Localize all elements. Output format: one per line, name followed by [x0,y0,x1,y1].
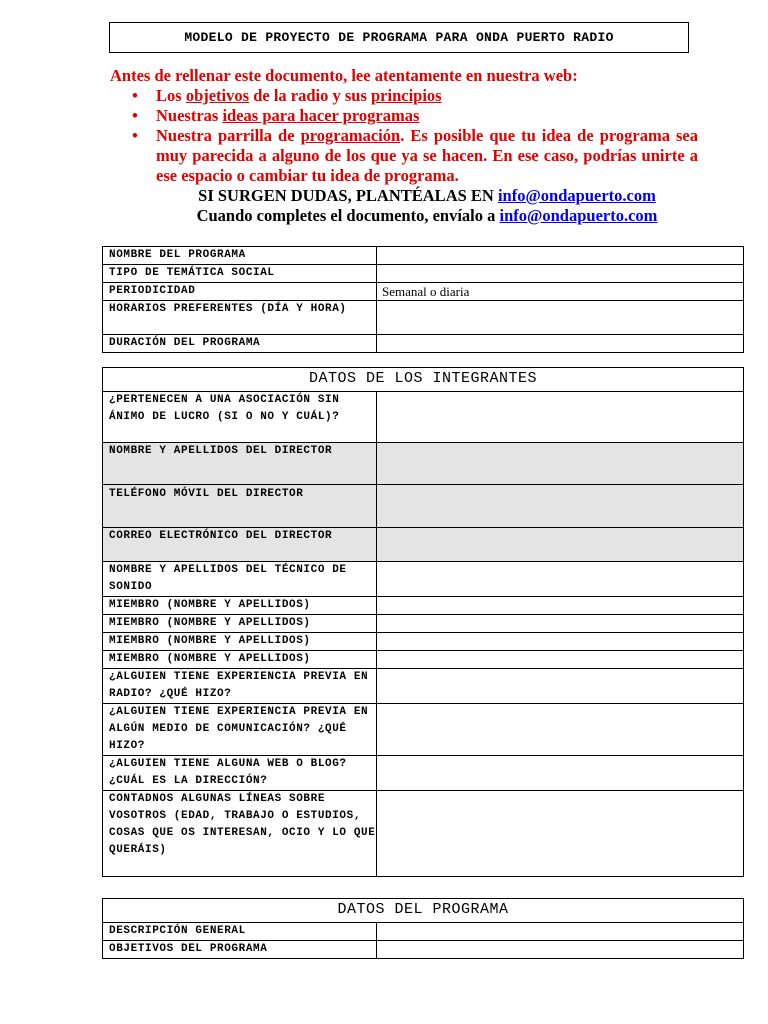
members-table [102,367,744,877]
field-label: MIEMBRO (NOMBRE Y APELLIDOS) [103,615,377,633]
table-row [103,923,744,941]
social-theme-field[interactable] [377,265,744,283]
program-basics-table [102,246,744,353]
table-row [103,704,744,756]
section-heading: DATOS DEL PROGRAMA [103,899,744,923]
bullet-ideas: • Nuestras ideas para hacer programas [132,106,420,125]
table-row [103,335,744,353]
table-row [103,633,744,651]
association-field[interactable] [377,392,744,443]
field-label: ¿ALGUIEN TIENE EXPERIENCIA PREVIA EN ALGÚN MEDIO DE COMUNICACIÓN? ¿QUÉ HIZO? [103,704,377,756]
radio-experience-field[interactable] [377,669,744,704]
field-label: MIEMBRO (NOMBRE Y APELLIDOS) [103,651,377,669]
doubts-line: SI SURGEN DUDAS, PLANTÉALAS EN info@ondapuerto.com [198,186,656,205]
bullet-icon: • [132,126,138,145]
table-row [103,562,744,597]
field-label: ¿PERTENECEN A UNA ASOCIACIÓN SIN ÁNIMO DE LUCRO (SI O NO Y CUÁL)? [103,392,377,443]
schedule-field[interactable] [377,301,744,335]
program-name-field[interactable] [377,247,744,265]
table-row [103,443,744,485]
document-title: MODELO DE PROYECTO DE PROGRAMA PARA ONDA PUERTO RADIO [109,22,689,53]
duration-field[interactable] [377,335,744,353]
website-field[interactable] [377,756,744,791]
link-objetivos[interactable]: objetivos [185,86,250,105]
field-label: NOMBRE Y APELLIDOS DEL TÉCNICO DE SONIDO [103,562,377,597]
director-email-field[interactable] [377,528,744,562]
table-row [103,756,744,791]
instructions-list [110,86,698,186]
table-row [103,247,744,265]
objectives-field[interactable] [377,941,744,959]
field-label: PERIODICIDAD [103,283,377,301]
table-row [103,392,744,443]
bullet-objetivos: • Los objetivos de la radio y sus principios [132,86,442,105]
field-label: NOMBRE Y APELLIDOS DEL DIRECTOR [103,443,377,485]
field-label: OBJETIVOS DEL PROGRAMA [103,941,377,959]
link-principios[interactable]: principios [371,86,442,105]
table-row [103,301,744,335]
periodicity-field[interactable]: Semanal o diaria [377,283,744,301]
table-row [103,669,744,704]
field-label: DURACIÓN DEL PROGRAMA [103,335,377,353]
member-field[interactable] [377,633,744,651]
bullet-parrilla: • Nuestra parrilla de programación. Es posible que tu idea de programa sea muy parecida a alguno de los que ya se hacen. En ese caso, podrías unirte a ese espacio o cambiar tu idea de programa. [132,126,699,185]
field-label: CONTADNOS ALGUNAS LÍNEAS SOBRE VOSOTROS (EDAD, TRABAJO O ESTUDIOS, COSAS QUE OS INTERESAN, OCIO Y LO QUE QUERÁIS) [103,791,377,877]
instructions [110,66,698,226]
bullet-icon: • [132,86,138,105]
field-label: ¿ALGUIEN TIENE EXPERIENCIA PREVIA EN RADIO? ¿QUÉ HIZO? [103,669,377,704]
member-field[interactable] [377,615,744,633]
link-ideas[interactable]: ideas para hacer programas [222,106,420,125]
director-name-field[interactable] [377,443,744,485]
member-field[interactable] [377,597,744,615]
link-programacion[interactable]: programación [300,126,401,145]
member-field[interactable] [377,651,744,669]
send-line: Cuando completes el documento, envíalo a info@ondapuerto.com [196,206,658,225]
about-us-field[interactable] [377,791,744,877]
field-label: HORARIOS PREFERENTES (DÍA Y HORA) [103,301,377,335]
sound-tech-field[interactable] [377,562,744,597]
field-label: MIEMBRO (NOMBRE Y APELLIDOS) [103,597,377,615]
field-label: DESCRIPCIÓN GENERAL [103,923,377,941]
director-phone-field[interactable] [377,485,744,528]
field-label: ¿ALGUIEN TIENE ALGUNA WEB O BLOG? ¿CUÁL ES LA DIRECCIÓN? [103,756,377,791]
table-row [103,485,744,528]
section-heading: DATOS DE LOS INTEGRANTES [103,368,744,392]
table-row [103,597,744,615]
table-row [103,791,744,877]
doubts-email-link[interactable]: info@ondapuerto.com [497,186,656,205]
table-row [103,651,744,669]
field-label: TIPO DE TEMÁTICA SOCIAL [103,265,377,283]
media-experience-field[interactable] [377,704,744,756]
program-data-table [102,898,744,959]
table-row [103,615,744,633]
table-row [103,265,744,283]
send-email-link[interactable]: info@ondapuerto.com [499,206,658,225]
field-label: CORREO ELECTRÓNICO DEL DIRECTOR [103,528,377,562]
table-row [103,283,744,301]
field-label: TELÉFONO MÓVIL DEL DIRECTOR [103,485,377,528]
field-label: NOMBRE DEL PROGRAMA [103,247,377,265]
description-field[interactable] [377,923,744,941]
table-row [103,528,744,562]
bullet-icon: • [132,106,138,125]
instructions-lead: Antes de rellenar este documento, lee atentamente en nuestra web: [110,66,578,85]
field-label: MIEMBRO (NOMBRE Y APELLIDOS) [103,633,377,651]
table-row [103,941,744,959]
